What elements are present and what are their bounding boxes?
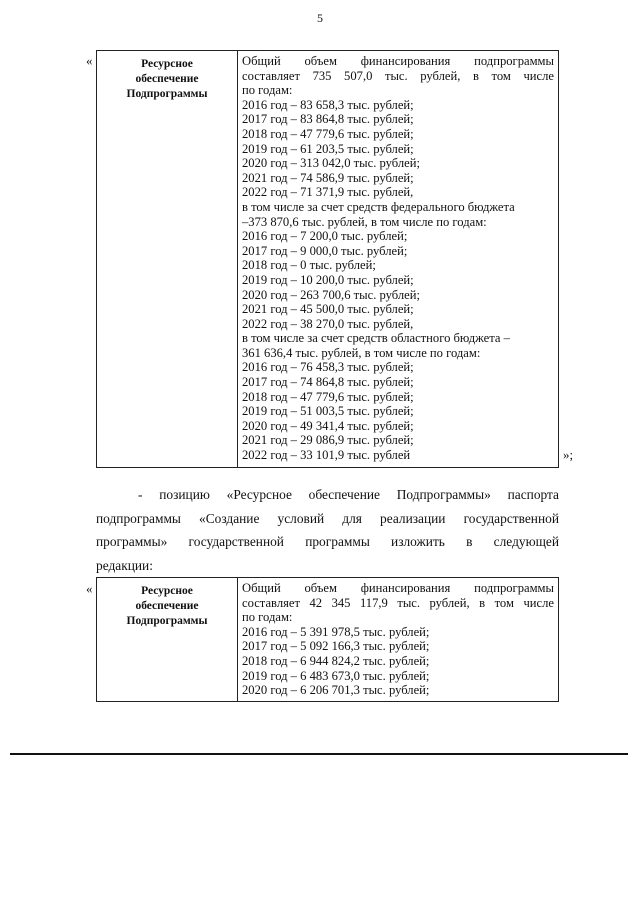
- content-line: Общий объем финансирования подпрограммы: [242, 581, 554, 595]
- content-line: 2016 год – 7 200,0 тыс. рублей;: [242, 229, 408, 244]
- paragraph-line: - позицию «Ресурсное обеспечение Подпрограммы» паспорта: [138, 487, 559, 502]
- content-line: 2019 год – 51 003,5 тыс. рублей;: [242, 404, 414, 419]
- resource-table-1: [96, 50, 559, 468]
- content-line: 2017 год – 74 864,8 тыс. рублей;: [242, 375, 414, 390]
- content-line: 2020 год – 6 206 701,3 тыс. рублей;: [242, 683, 430, 698]
- label-line: Ресурсное: [141, 585, 193, 597]
- label-line: обеспечение: [135, 600, 199, 612]
- content-line: 2020 год – 49 341,4 тыс. рублей;: [242, 418, 414, 433]
- content-line: составляет 735 507,0 тыс. рублей, в том числе: [242, 68, 554, 83]
- content-line: 2020 год – 263 700,6 тыс. рублей;: [242, 287, 420, 302]
- content-line: 361 636,4 тыс. рублей, в том числе по годам:: [242, 345, 481, 360]
- label-line: обеспечение: [135, 73, 199, 85]
- content-line: Общий объем финансирования подпрограммы: [242, 54, 554, 68]
- label-line: Подпрограммы: [126, 615, 208, 627]
- content-line: составляет 42 345 117,9 тыс. рублей, в том числе: [242, 595, 554, 610]
- opening-quote: «: [86, 53, 93, 68]
- content-line: 2017 год – 9 000,0 тыс. рублей;: [242, 243, 408, 258]
- table-2-label-cell: [97, 578, 238, 701]
- paragraph-line: редакции:: [96, 557, 153, 573]
- content-line: 2019 год – 10 200,0 тыс. рублей;: [242, 272, 414, 287]
- content-line: 2019 год – 6 483 673,0 тыс. рублей;: [242, 668, 430, 683]
- instruction-paragraph: [96, 483, 559, 577]
- content-line: 2020 год – 313 042,0 тыс. рублей;: [242, 156, 420, 171]
- content-line: 2016 год – 5 391 978,5 тыс. рублей;: [242, 624, 430, 639]
- content-line: 2022 год – 38 270,0 тыс. рублей,: [242, 316, 414, 331]
- table-2-lines: [242, 610, 554, 698]
- table-1-content-cell: [238, 51, 558, 467]
- resource-table-2: [96, 577, 559, 702]
- content-line: в том числе за счет средств областного бюджета –: [242, 331, 510, 346]
- content-line: по годам:: [242, 83, 293, 98]
- paragraph-line: программы» государственной программы изложить в следующей: [96, 534, 559, 549]
- page-number: 5: [317, 11, 323, 25]
- table-1-lines: [242, 83, 554, 462]
- table-1-label-cell: [97, 51, 238, 467]
- content-line: 2021 год – 74 586,9 тыс. рублей;: [242, 170, 414, 185]
- content-line: 2017 год – 83 864,8 тыс. рублей;: [242, 112, 414, 127]
- content-line: 2018 год – 47 779,6 тыс. рублей;: [242, 389, 414, 404]
- content-line: по годам:: [242, 610, 293, 625]
- table-2-content-cell: [238, 578, 558, 701]
- content-line: –373 870,6 тыс. рублей, в том числе по годам:: [242, 214, 487, 229]
- page-bottom-rule: [10, 753, 628, 755]
- opening-quote-2: «: [86, 581, 93, 596]
- label-line: Подпрограммы: [126, 88, 208, 100]
- content-line: 2018 год – 6 944 824,2 тыс. рублей;: [242, 653, 430, 668]
- label-line: Ресурсное: [141, 58, 193, 70]
- content-line: в том числе за счет средств федерального бюджета: [242, 199, 515, 214]
- content-line: 2016 год – 76 458,3 тыс. рублей;: [242, 360, 414, 375]
- closing-quote: »;: [563, 447, 574, 462]
- content-line: 2022 год – 33 101,9 тыс. рублей: [242, 448, 411, 463]
- content-line: 2017 год – 5 092 166,3 тыс. рублей;: [242, 639, 430, 654]
- content-line: 2021 год – 29 086,9 тыс. рублей;: [242, 433, 414, 448]
- content-line: 2019 год – 61 203,5 тыс. рублей;: [242, 141, 414, 156]
- content-line: 2022 год – 71 371,9 тыс. рублей,: [242, 185, 414, 200]
- content-line: 2018 год – 47 779,6 тыс. рублей;: [242, 126, 414, 141]
- content-line: 2016 год – 83 658,3 тыс. рублей;: [242, 97, 414, 112]
- paragraph-line: подпрограммы «Создание условий для реализации государственной: [96, 510, 559, 526]
- content-line: 2018 год – 0 тыс. рублей;: [242, 258, 376, 273]
- content-line: 2021 год – 45 500,0 тыс. рублей;: [242, 302, 414, 317]
